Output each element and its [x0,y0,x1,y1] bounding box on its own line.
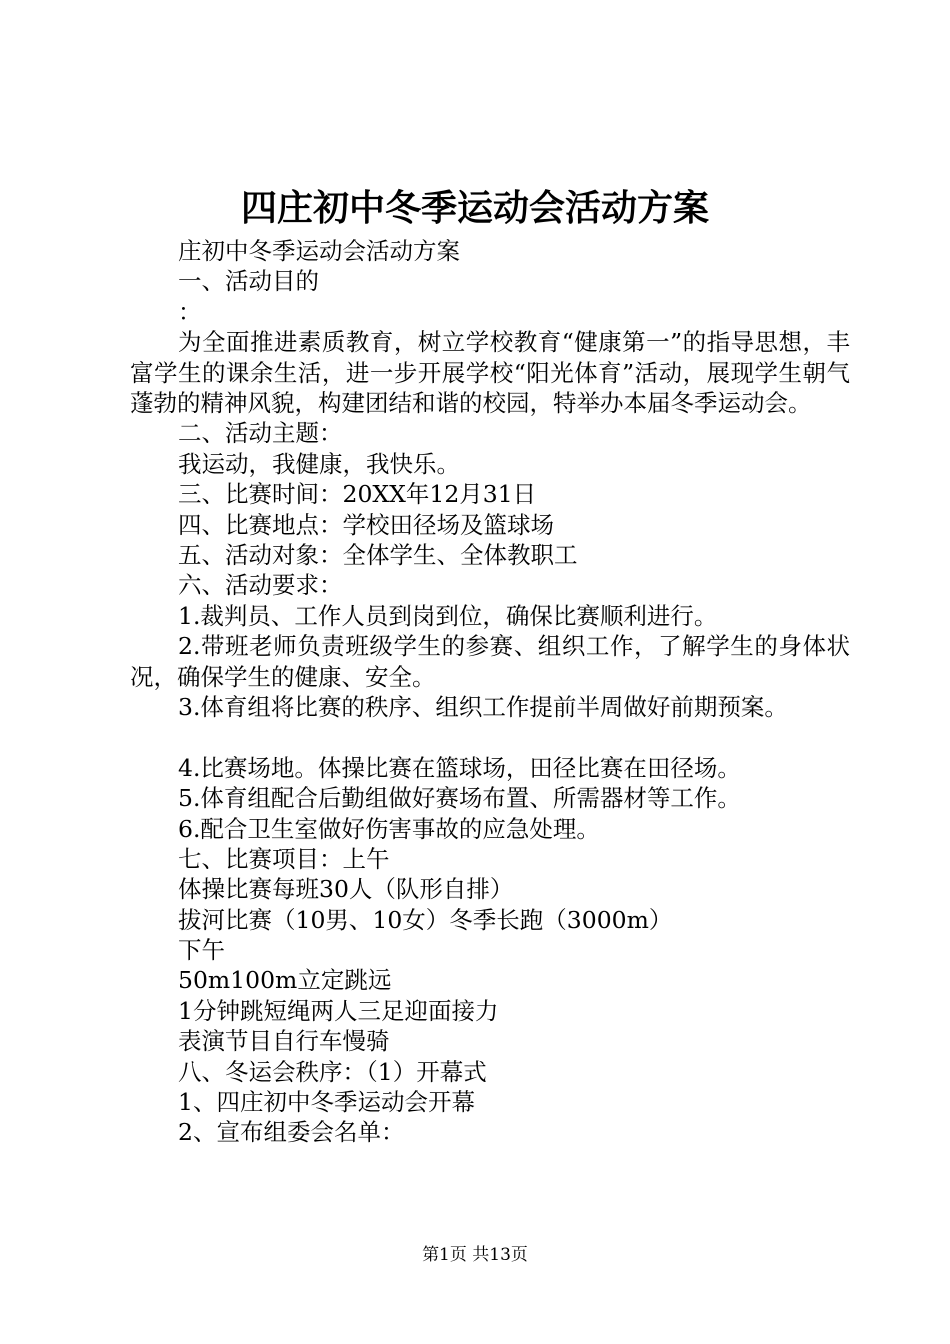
document-body [130,236,850,1148]
requirement-item: 5.体育组配合后勤组做好赛场布置、所需器材等工作。 [178,784,741,813]
event-session-label: 下午 [178,936,225,965]
event-item: 体操比赛每班30人（队形自排） [178,875,514,904]
order-item: 1、四庄初中冬季运动会开幕 [178,1088,475,1117]
event-item: 50m100m立定跳远 [178,966,392,995]
section-heading-purpose: 一、活动目的 [178,267,319,296]
order-item: 2、宣布组委会名单： [178,1118,405,1147]
requirement-item: 2.带班老师负责班级学生的参赛、组织工作，了解学生的身体状况，确保学生的健康、安全。 [130,632,850,691]
requirement-item: 4.比赛场地。体操比赛在篮球场，田径比赛在田径场。 [178,753,741,782]
document-title: 四庄初中冬季运动会活动方案 [240,187,709,229]
section-heading-theme: 二、活动主题： [178,419,343,448]
event-item: 表演节目自行车慢骑 [178,1027,390,1056]
page-footer: 第1页 共13页 [422,1245,528,1265]
requirement-item: 1.裁判员、工作人员到岗到位，确保比赛顺利进行。 [178,601,718,630]
theme-text: 我运动，我健康，我快乐。 [178,449,460,478]
event-item: 拔河比赛（10男、10女）冬季长跑（3000m） [178,905,673,934]
subtitle-line: 庄初中冬季运动会活动方案 [178,237,460,265]
blank-line [130,722,850,752]
section-heading-requirements: 六、活动要求： [178,571,343,600]
section-heading-events: 七、比赛项目：上午 [178,844,390,873]
purpose-paragraph: 为全面推进素质教育，树立学校教育“健康第一”的指导思想，丰富学生的课余生活，进一步开展学校“阳光体育”活动，展现学生朝气蓬勃的精神风貌，构建团结和谐的校园，特举办本届冬季运动会。 [130,328,850,417]
requirement-item: 6.配合卫生室做好伤害事故的应急处理。 [178,814,600,843]
requirement-item: 3.体育组将比赛的秩序、组织工作提前半周做好前期预案。 [178,692,788,721]
colon-line: ： [178,297,202,326]
section-heading-participants: 五、活动对象：全体学生、全体教职工 [178,540,578,569]
section-heading-order: 八、冬运会秩序：（1）开幕式 [178,1057,487,1086]
event-item: 1分钟跳短绳两人三足迎面接力 [178,996,499,1025]
section-heading-location: 四、比赛地点：学校田径场及篮球场 [178,510,554,539]
section-heading-time: 三、比赛时间：20XX年12月31日 [178,480,537,509]
